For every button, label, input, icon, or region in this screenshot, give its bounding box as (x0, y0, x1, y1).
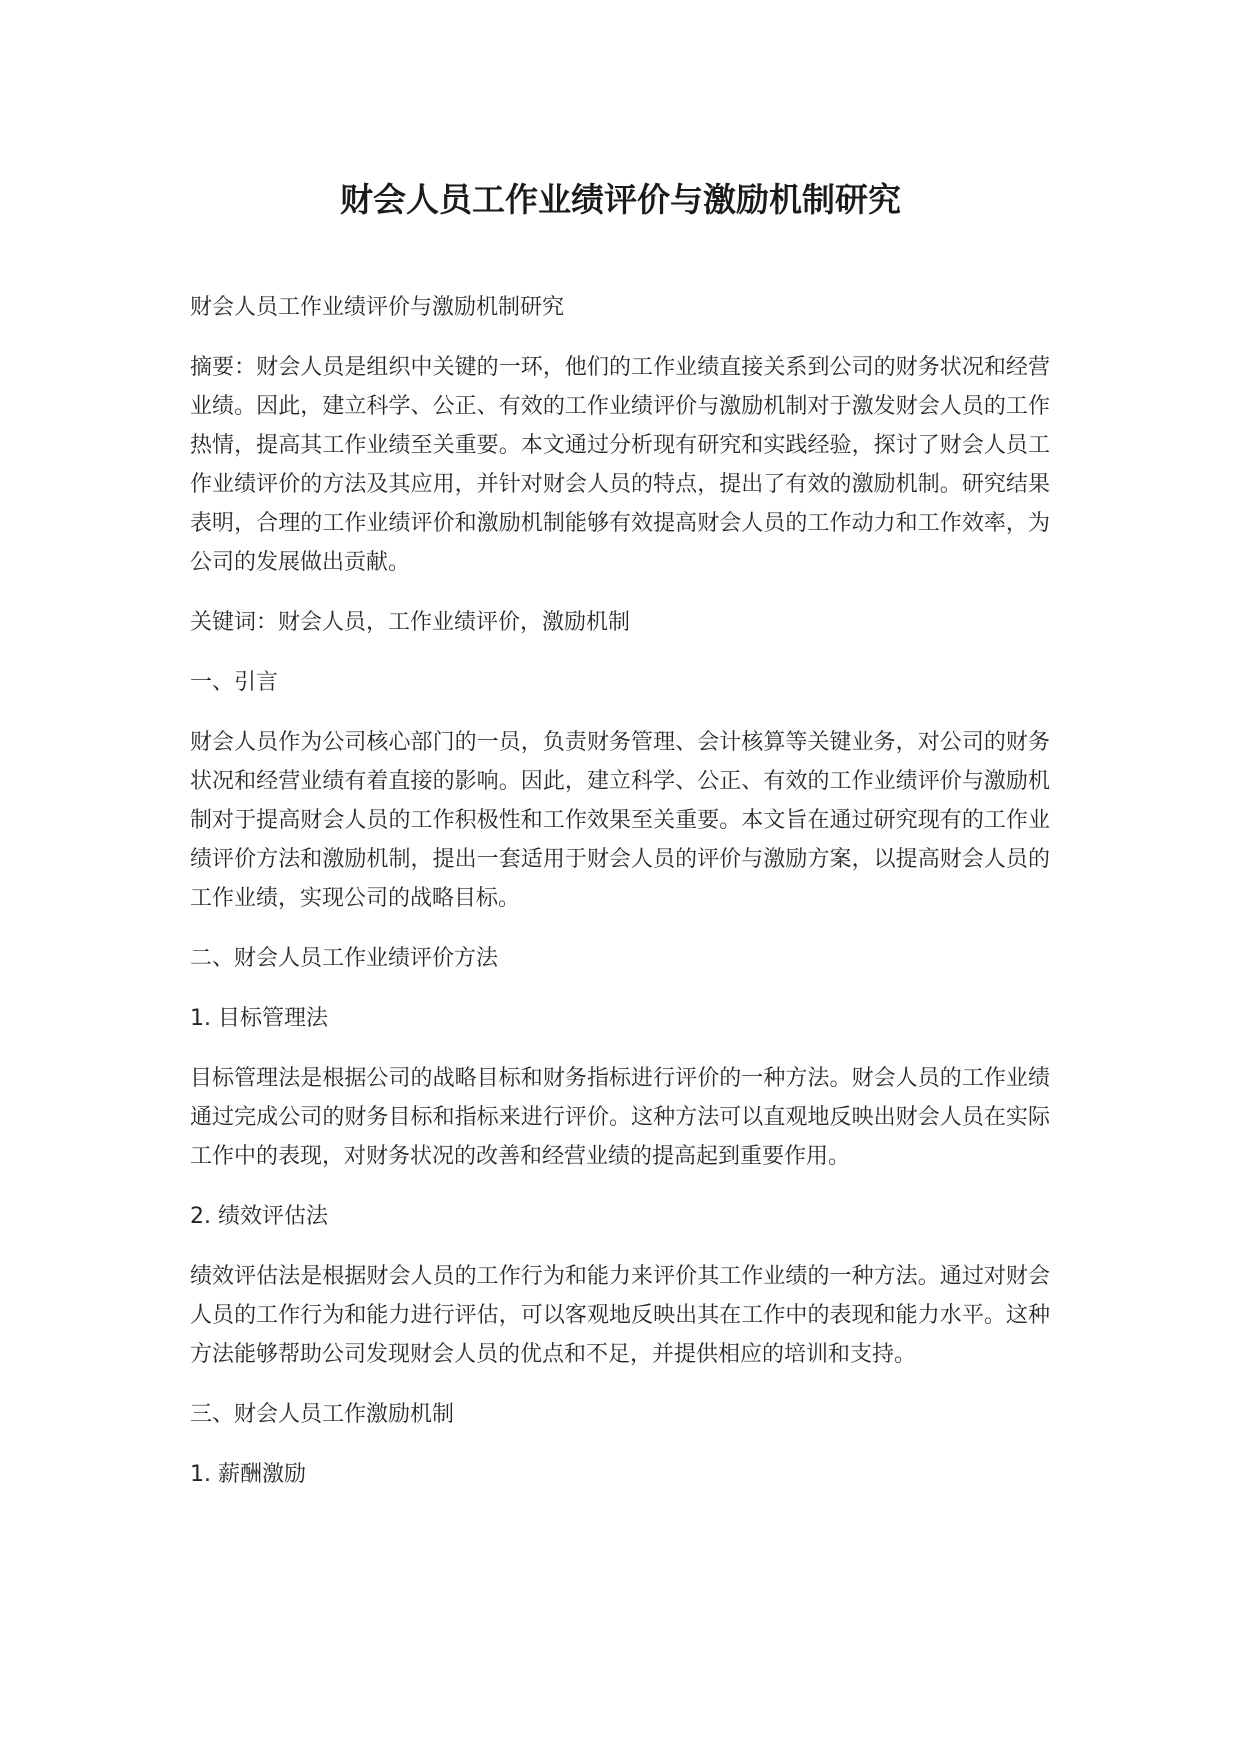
document-body (190, 288, 1050, 1515)
abstract-paragraph: 摘要：财会人员是组织中关键的一环，他们的工作业绩直接关系到公司的财务状况和经营业绩。因此，建立科学、公正、有效的工作业绩评价与激励机制对于激发财会人员的工作热情，提高其工作业绩至关重要。本文通过分析现有研究和实践经验，探讨了财会人员工作业绩评价的方法及其应用，并针对财会人员的特点，提出了有效的激励机制。研究结果表明，合理的工作业绩评价和激励机制能够有效提高财会人员的工作动力和工作效率，为公司的发展做出贡献。 (190, 355, 1050, 575)
performance-assessment-paragraph: 绩效评估法是根据财会人员的工作行为和能力来评价其工作业绩的一种方法。通过对财会人员的工作行为和能力进行评估，可以客观地反映出其在工作中的表现和能力水平。这种方法能够帮助公司发现财会人员的优点和不足，并提供相应的培训和支持。 (190, 1264, 1050, 1367)
document-title: 财会人员工作业绩评价与激励机制研究 (340, 180, 901, 219)
section-heading-introduction: 一、引言 (190, 670, 279, 695)
subheading-objective-management: 1. 目标管理法 (190, 1006, 328, 1031)
introduction-paragraph: 财会人员作为公司核心部门的一员，负责财务管理、会计核算等关键业务，对公司的财务状况和经营业绩有着直接的影响。因此，建立科学、公正、有效的工作业绩评价与激励机制对于提高财会人员的工作积极性和工作效果至关重要。本文旨在通过研究现有的工作业绩评价方法和激励机制，提出一套适用于财会人员的评价与激励方案，以提高财会人员的工作业绩，实现公司的战略目标。 (190, 730, 1050, 911)
subtitle-paragraph: 财会人员工作业绩评价与激励机制研究 (190, 295, 565, 320)
keywords-paragraph: 关键词：财会人员，工作业绩评价，激励机制 (190, 610, 631, 635)
section-heading-incentive-mechanism: 三、财会人员工作激励机制 (190, 1402, 455, 1427)
subheading-performance-assessment: 2. 绩效评估法 (190, 1204, 328, 1229)
subheading-salary-incentive: 1. 薪酬激励 (190, 1462, 306, 1487)
objective-management-paragraph: 目标管理法是根据公司的战略目标和财务指标进行评价的一种方法。财会人员的工作业绩通过完成公司的财务目标和指标来进行评价。这种方法可以直观地反映出财会人员在实际工作中的表现，对财务状况的改善和经营业绩的提高起到重要作用。 (190, 1066, 1050, 1169)
section-heading-evaluation-methods: 二、财会人员工作业绩评价方法 (190, 946, 499, 971)
